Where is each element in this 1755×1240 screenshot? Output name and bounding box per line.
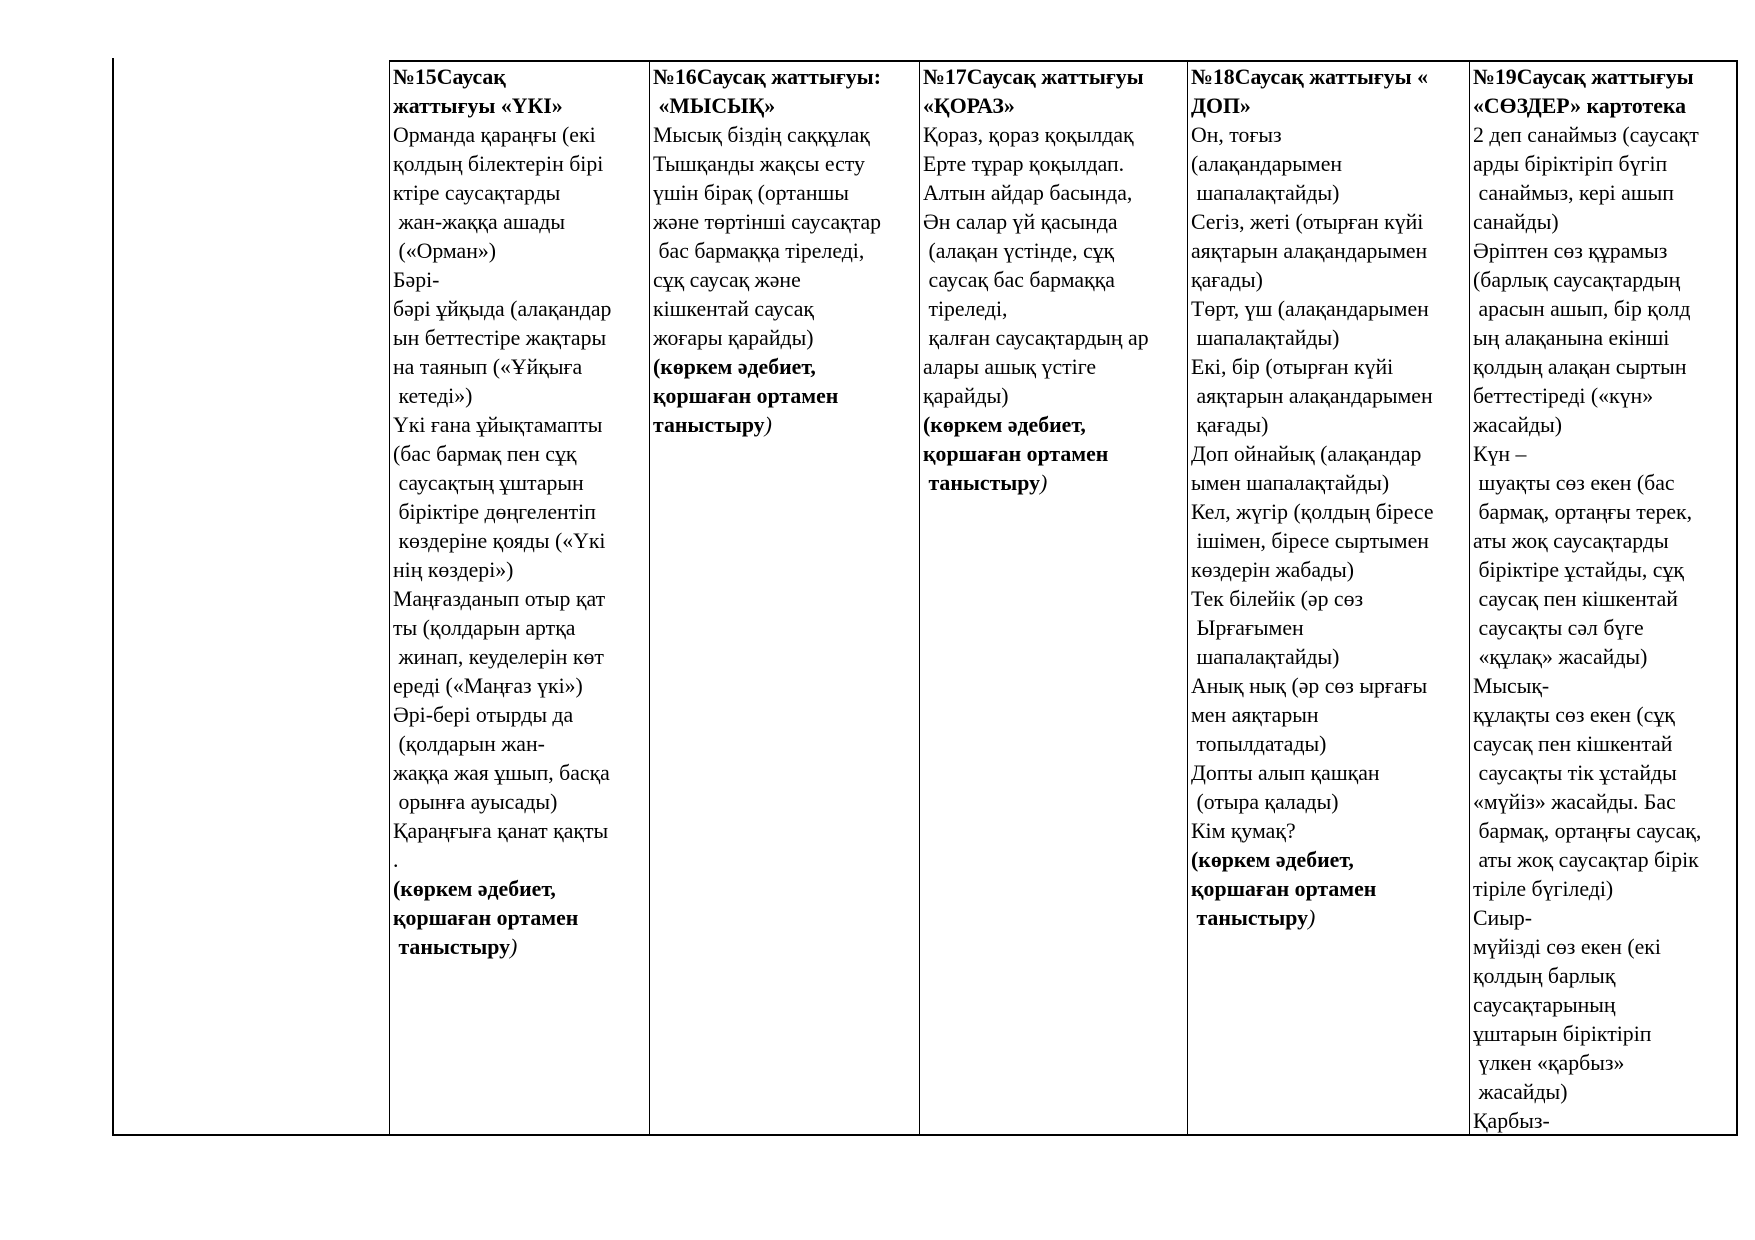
body-text: орынға ауысады)	[393, 790, 558, 814]
body-text: (қолдарын жан-	[393, 732, 545, 756]
text-line	[923, 295, 1185, 324]
bold-text: (көркем әдебиет,	[393, 877, 556, 901]
text-line	[1191, 382, 1467, 411]
body-text: қолдың барлық	[1473, 964, 1616, 988]
text-line	[393, 179, 647, 208]
text-line	[1191, 701, 1467, 730]
body-text: Тек білейік (әр сөз	[1191, 587, 1364, 611]
text-line	[393, 817, 647, 846]
body-text: сұқ саусақ және	[653, 268, 801, 292]
text-line	[1473, 63, 1735, 92]
body-text: Үкі ғана ұйықтамапты	[393, 413, 603, 437]
body-text: Допты алып қашқан	[1191, 761, 1380, 785]
text-line	[1191, 556, 1467, 585]
body-text: құлақты сөз екен (сұқ	[1473, 703, 1675, 727]
body-text: қолдың білектерін бірі	[393, 152, 604, 176]
body-text: саусақтың ұштарын	[393, 471, 584, 495]
body-text: Қараңғыға қанат қақты	[393, 819, 609, 843]
body-text: ын беттестіре жақтары	[393, 326, 607, 350]
exercise-cell-15	[393, 63, 647, 962]
body-text: 2 деп санаймыз (саусақт	[1473, 123, 1699, 147]
text-line	[1473, 1107, 1735, 1136]
text-line	[1191, 63, 1467, 92]
text-line	[1473, 1020, 1735, 1049]
table-top-border	[389, 60, 1738, 62]
text-line	[1191, 92, 1467, 121]
text-line	[393, 150, 647, 179]
text-line	[1473, 266, 1735, 295]
text-line	[1191, 411, 1467, 440]
body-text: аты жоқ саусақтарды	[1473, 529, 1669, 553]
body-text: Сегіз, жеті (отырған күйі	[1191, 210, 1424, 234]
exercise-table	[112, 60, 1738, 1136]
italic-paren: )	[1040, 471, 1048, 495]
text-line	[923, 440, 1185, 469]
text-line	[1473, 295, 1735, 324]
body-text: Ерте тұрар қоқылдап.	[923, 152, 1125, 176]
text-line	[923, 150, 1185, 179]
text-line	[1473, 991, 1735, 1020]
text-line	[923, 208, 1185, 237]
text-line	[393, 440, 647, 469]
text-line	[393, 904, 647, 933]
body-text: біріктіре ұстайды, сұқ	[1473, 558, 1684, 582]
text-line	[1191, 759, 1467, 788]
text-line	[393, 92, 647, 121]
body-text: Ән салар үй қасында	[923, 210, 1118, 234]
text-line	[1191, 150, 1467, 179]
text-line	[653, 63, 917, 92]
body-text: мен аяқтарын	[1191, 703, 1319, 727]
body-text: қолдың алақан сыртын	[1473, 355, 1687, 379]
text-line	[923, 121, 1185, 150]
italic-paren: )	[510, 935, 518, 959]
bold-text: қоршаған ортамен	[1191, 877, 1377, 901]
bold-text: (көркем әдебиет,	[1191, 848, 1354, 872]
body-text: Ырғағымен	[1191, 616, 1304, 640]
text-line	[1191, 179, 1467, 208]
body-text: Кел, жүгір (қолдың біресе	[1191, 500, 1434, 524]
bold-text: қоршаған ортамен	[653, 384, 839, 408]
body-text: саусақ пен кішкентай	[1473, 732, 1673, 756]
bold-text: жаттығуы «ҮКІ»	[393, 94, 563, 118]
text-line	[1473, 962, 1735, 991]
body-text: беттестіреді («күн»	[1473, 384, 1654, 408]
body-text: Мысық-	[1473, 674, 1550, 698]
text-line	[393, 585, 647, 614]
text-line	[653, 353, 917, 382]
body-text: (алақан үстінде, сұқ	[923, 239, 1115, 263]
body-text: арасын ашып, бір қолд	[1473, 297, 1691, 321]
body-text: Қарбыз-	[1473, 1109, 1550, 1133]
text-line	[1191, 469, 1467, 498]
body-text: көздеріне қояды («Үкі	[393, 529, 606, 553]
text-line	[1191, 324, 1467, 353]
body-text: ың алақанына екінші	[1473, 326, 1670, 350]
text-line	[393, 672, 647, 701]
column-divider	[1469, 60, 1470, 1134]
body-text: саусақтарының	[1473, 993, 1616, 1017]
bold-text: таныстыру	[653, 413, 765, 437]
body-text: көздерін жабады)	[1191, 558, 1355, 582]
text-line	[393, 933, 647, 962]
exercise-cell-16	[653, 63, 917, 440]
body-text: Кім қумақ?	[1191, 819, 1296, 843]
text-line	[1191, 353, 1467, 382]
text-line	[393, 759, 647, 788]
body-text: Орманда қараңғы (екі	[393, 123, 596, 147]
text-line	[393, 498, 647, 527]
text-line	[653, 92, 917, 121]
text-line	[1473, 527, 1735, 556]
text-line	[1473, 614, 1735, 643]
body-text: санайды)	[1473, 210, 1559, 234]
bold-text: №17Саусақ жаттығуы	[923, 65, 1144, 89]
body-text: Бәрі-	[393, 268, 440, 292]
text-line	[923, 92, 1185, 121]
text-line	[653, 179, 917, 208]
body-text: біріктіре дөңгелентіп	[393, 500, 596, 524]
text-line	[923, 353, 1185, 382]
text-line	[1191, 672, 1467, 701]
exercise-cell-17	[923, 63, 1185, 498]
body-text: бас бармаққа тіреледі,	[653, 239, 865, 263]
text-line	[653, 237, 917, 266]
body-text: жинап, кеуделерін көт	[393, 645, 604, 669]
text-line	[1191, 614, 1467, 643]
text-line	[393, 875, 647, 904]
body-text: Сиыр-	[1473, 906, 1533, 930]
body-text: «құлақ» жасайды)	[1473, 645, 1648, 669]
body-text: ты (қолдарын артқа	[393, 616, 576, 640]
bold-text: №15Саусақ	[393, 65, 506, 89]
body-text: Маңғазданып отыр қат	[393, 587, 606, 611]
text-line	[393, 353, 647, 382]
text-line	[393, 730, 647, 759]
text-line	[653, 411, 917, 440]
body-text: ктіре саусақтарды	[393, 181, 561, 205]
body-text: қалған саусақтардың ар	[923, 326, 1149, 350]
text-line	[653, 150, 917, 179]
bold-text: қоршаған ортамен	[393, 906, 579, 930]
body-text: Анық нық (әр сөз ырғағы	[1191, 674, 1428, 698]
body-text: үшін бірақ (ортаншы	[653, 181, 849, 205]
body-text: бәрі ұйқыда (алақандар	[393, 297, 612, 321]
text-line	[1473, 730, 1735, 759]
table-right-border	[1736, 60, 1738, 1134]
text-line	[653, 324, 917, 353]
body-text: саусақ пен кішкентай	[1473, 587, 1678, 611]
text-line	[1191, 817, 1467, 846]
text-line	[653, 266, 917, 295]
text-line	[393, 382, 647, 411]
text-line	[393, 788, 647, 817]
body-text: саусақты тік ұстайды	[1473, 761, 1677, 785]
bold-text: №16Саусақ жаттығуы:	[653, 65, 881, 89]
body-text: жасайды)	[1473, 1080, 1568, 1104]
body-text: аяқтарын алақандарымен	[1191, 384, 1433, 408]
text-line	[1191, 788, 1467, 817]
exercise-cell-18	[1191, 63, 1467, 933]
text-line	[393, 527, 647, 556]
body-text: шуақты сөз екен (бас	[1473, 471, 1675, 495]
body-text: саусақ бас бармаққа	[923, 268, 1115, 292]
body-text: мүйізді сөз екен (екі	[1473, 935, 1661, 959]
text-line	[393, 846, 647, 875]
text-line	[1191, 498, 1467, 527]
text-line	[1473, 933, 1735, 962]
body-text: «мүйіз» жасайды. Бас	[1473, 790, 1676, 814]
text-line	[1473, 1049, 1735, 1078]
body-text: ішімен, біресе сыртымен	[1191, 529, 1429, 553]
text-line	[1191, 527, 1467, 556]
text-line	[1473, 237, 1735, 266]
text-line	[1191, 121, 1467, 150]
text-line	[653, 208, 917, 237]
text-line	[923, 382, 1185, 411]
body-text: (отыра қалады)	[1191, 790, 1339, 814]
body-text: Доп ойнайық (алақандар	[1191, 442, 1422, 466]
text-line	[393, 411, 647, 440]
body-text: қағады)	[1191, 268, 1263, 292]
body-text: ымен шапалақтайды)	[1191, 471, 1390, 495]
body-text: жаққа жая ұшып, басқа	[393, 761, 610, 785]
text-line	[393, 324, 647, 353]
text-line	[1191, 585, 1467, 614]
text-line	[1191, 904, 1467, 933]
body-text: на таянып («Ұйқыға	[393, 355, 583, 379]
text-line	[393, 614, 647, 643]
text-line	[1191, 846, 1467, 875]
text-line	[1473, 498, 1735, 527]
body-text: Тышқанды жақсы есту	[653, 152, 865, 176]
text-line	[393, 237, 647, 266]
body-text: бармақ, ортаңғы терек,	[1473, 500, 1693, 524]
text-line	[1473, 672, 1735, 701]
body-text: топылдатады)	[1191, 732, 1327, 756]
bold-text: таныстыру	[1191, 906, 1309, 930]
text-line	[923, 266, 1185, 295]
text-line	[1473, 179, 1735, 208]
text-line	[393, 701, 647, 730]
body-text: (бас бармақ пен сұқ	[393, 442, 577, 466]
body-text: санаймыз, кері ашып	[1473, 181, 1674, 205]
text-line	[1473, 411, 1735, 440]
body-text: алары ашық үстіге	[923, 355, 1097, 379]
column-divider	[919, 60, 920, 1134]
bold-text: ДОП»	[1191, 94, 1251, 118]
text-line	[393, 266, 647, 295]
text-line	[923, 411, 1185, 440]
text-line	[393, 121, 647, 150]
text-line	[923, 469, 1185, 498]
body-text: қарайды)	[923, 384, 1009, 408]
text-line	[923, 179, 1185, 208]
text-line	[1473, 324, 1735, 353]
body-text: шапалақтайды)	[1191, 181, 1340, 205]
text-line	[1473, 150, 1735, 179]
text-line	[1473, 585, 1735, 614]
text-line	[653, 121, 917, 150]
text-line	[1191, 266, 1467, 295]
body-text: («Орман»)	[393, 239, 497, 263]
body-text: тіріле бүгіледі)	[1473, 877, 1614, 901]
body-text: Әріптен сөз құрамыз	[1473, 239, 1668, 263]
body-text: (барлық саусақтардың	[1473, 268, 1681, 292]
text-line	[923, 237, 1185, 266]
text-line	[1473, 469, 1735, 498]
body-text: кетеді»)	[393, 384, 473, 408]
text-line	[1473, 121, 1735, 150]
text-line	[1473, 353, 1735, 382]
body-text: саусақты сәл бүге	[1473, 616, 1644, 640]
text-line	[1473, 817, 1735, 846]
body-text: Күн –	[1473, 442, 1527, 466]
text-line	[1473, 92, 1735, 121]
text-line	[1473, 846, 1735, 875]
text-line	[1473, 788, 1735, 817]
text-line	[1191, 208, 1467, 237]
body-text: аяқтарын алақандарымен	[1191, 239, 1428, 263]
body-text: жасайды)	[1473, 413, 1563, 437]
body-text: үлкен «қарбыз»	[1473, 1051, 1625, 1075]
text-line	[653, 295, 917, 324]
text-line	[653, 382, 917, 411]
text-line	[1473, 556, 1735, 585]
body-text: .	[393, 848, 399, 872]
body-text: жоғары қарайды)	[653, 326, 814, 350]
italic-paren: )	[1308, 906, 1316, 930]
text-line	[1473, 759, 1735, 788]
body-text: кішкентай саусақ	[653, 297, 815, 321]
body-text: бармақ, ортаңғы саусақ,	[1473, 819, 1702, 843]
text-line	[393, 643, 647, 672]
column-divider	[649, 60, 650, 1134]
text-line	[1473, 875, 1735, 904]
body-text: қағады)	[1191, 413, 1269, 437]
exercise-cell-19	[1473, 63, 1735, 1136]
column-divider	[389, 60, 390, 1134]
body-text: Алтын айдар басында,	[923, 181, 1133, 205]
italic-paren: )	[764, 413, 772, 437]
body-text: Екі, бір (отырған күйі	[1191, 355, 1394, 379]
text-line	[1473, 1078, 1735, 1107]
body-text: Әрі-бері отырды да	[393, 703, 574, 727]
text-line	[923, 63, 1185, 92]
bold-text: таныстыру	[393, 935, 511, 959]
bold-text: №19Саусақ жаттығуы	[1473, 65, 1694, 89]
body-text: аты жоқ саусақтар бірік	[1473, 848, 1699, 872]
column-divider	[1187, 60, 1188, 1134]
text-line	[1473, 643, 1735, 672]
text-line	[393, 295, 647, 324]
body-text: нің көздері»)	[393, 558, 514, 582]
text-line	[393, 556, 647, 585]
bold-text: (көркем әдебиет,	[653, 355, 816, 379]
body-text: тіреледі,	[923, 297, 1008, 321]
body-text: (алақандарымен	[1191, 152, 1343, 176]
bold-text: қоршаған ортамен	[923, 442, 1109, 466]
text-line	[1473, 701, 1735, 730]
body-text: Он, тоғыз	[1191, 123, 1282, 147]
bold-text: «ҚОРАЗ»	[923, 94, 1015, 118]
table-left-border	[112, 58, 114, 1134]
text-line	[1191, 440, 1467, 469]
text-line	[1473, 382, 1735, 411]
body-text: шапалақтайды)	[1191, 645, 1340, 669]
body-text: арды біріктіріп бүгіп	[1473, 152, 1668, 176]
body-text: ереді («Маңғаз үкі»)	[393, 674, 583, 698]
text-line	[393, 208, 647, 237]
text-line	[923, 324, 1185, 353]
text-line	[1191, 730, 1467, 759]
body-text: ұштарын біріктіріп	[1473, 1022, 1652, 1046]
text-line	[1191, 237, 1467, 266]
text-line	[1473, 208, 1735, 237]
body-text: Қораз, қораз қоқылдақ	[923, 123, 1134, 147]
bold-text: таныстыру	[923, 471, 1041, 495]
bold-text: «СӨЗДЕР» картотека	[1473, 94, 1687, 118]
text-line	[1191, 875, 1467, 904]
body-text: және төртінші саусақтар	[653, 210, 882, 234]
body-text: Мысық біздің саққұлақ	[653, 123, 870, 147]
bold-text: «МЫСЫҚ»	[653, 94, 776, 118]
text-line	[1191, 295, 1467, 324]
text-line	[393, 469, 647, 498]
bold-text: №18Саусақ жаттығуы «	[1191, 65, 1429, 89]
text-line	[393, 63, 647, 92]
text-line	[1473, 440, 1735, 469]
text-line	[1473, 904, 1735, 933]
body-text: Төрт, үш (алақандарымен	[1191, 297, 1429, 321]
text-line	[1191, 643, 1467, 672]
body-text: жан-жаққа ашады	[393, 210, 566, 234]
body-text: шапалақтайды)	[1191, 326, 1340, 350]
bold-text: (көркем әдебиет,	[923, 413, 1086, 437]
